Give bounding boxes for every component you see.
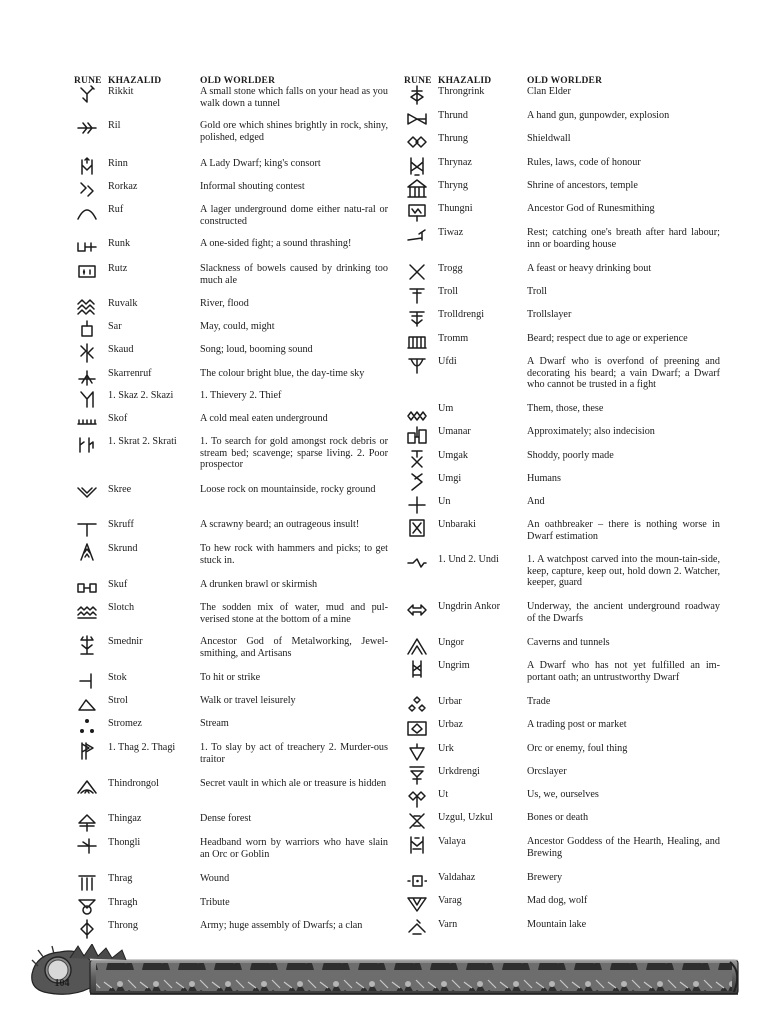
table-row — [396, 309, 720, 333]
old-worlder-meaning: A drunken brawl or skirmish — [200, 579, 318, 590]
khazalid-word: Ungrim — [438, 660, 470, 671]
old-worlder-meaning: Us, we, ourselves — [527, 789, 599, 800]
khazalid-word: 1. Skrat 2. Skrati — [108, 436, 177, 447]
column-header — [396, 70, 720, 86]
khazalid-word: Um — [438, 403, 454, 414]
table-row — [66, 742, 388, 778]
old-worlder-meaning: To hew rock with hammers and picks; to get stuck in. — [200, 543, 388, 566]
skuf-rune-icon — [66, 579, 108, 602]
trolldrengi-rune-icon — [396, 309, 438, 333]
table-row — [66, 368, 388, 390]
old-worlder-meaning: Stream — [200, 718, 229, 729]
old-worlder-meaning: Approximately; also indecision — [527, 426, 655, 437]
old-worlder-meaning: Ancestor Goddess of the Hearth, Healing, and Brewing — [527, 836, 720, 859]
khazalid-word: Uzgul, Uzkul — [438, 812, 493, 823]
table-row — [66, 344, 388, 368]
rutz-rune-icon — [66, 263, 108, 298]
old-worlder-meaning: A one-sided fight; a sound thrashing! — [200, 238, 352, 249]
unbaraki-rune-icon — [396, 519, 438, 554]
und-rune-icon — [396, 554, 438, 601]
skof-rune-icon — [66, 413, 108, 436]
ut-rune-icon — [396, 789, 438, 812]
smednir-rune-icon — [66, 636, 108, 672]
old-worlder-meaning: Brewery — [527, 872, 563, 883]
table-row — [396, 227, 720, 263]
khazalid-word: Thrynaz — [438, 157, 472, 168]
khazalid-word: Troll — [438, 286, 459, 297]
sar-rune-icon — [66, 321, 108, 344]
table-row — [66, 897, 388, 920]
table-row — [66, 718, 388, 742]
old-worlder-meaning: 1. To search for gold amongst rock debris or stream bed; scavenge; sparse living. 2. Poor prospector — [200, 436, 388, 471]
old-worlder-meaning: Secret vault in which ale or treasure is hidden — [200, 778, 387, 789]
thrung-rune-icon — [396, 133, 438, 157]
old-worlder-meaning: Headband worn by warriors who have slain an Orc or Goblin — [200, 837, 388, 860]
khazalid-word: Ut — [438, 789, 449, 800]
dragon-frieze-banner — [30, 944, 742, 1000]
left-entries — [66, 86, 388, 944]
old-worlder-meaning: A Lady Dwarf; king's consort — [200, 158, 321, 169]
table-row — [66, 519, 388, 543]
khazalid-word: Thungni — [438, 203, 473, 214]
table-row — [66, 778, 388, 813]
table-row — [396, 919, 720, 943]
old-worlder-meaning: Loose rock on mountainside, rocky ground — [200, 484, 376, 495]
slotch-rune-icon — [66, 602, 108, 636]
old-worlder-meaning: A trading post or market — [527, 719, 627, 730]
old-worlder-meaning: And — [527, 496, 545, 507]
khazalid-word: Thindrongol — [108, 778, 159, 789]
table-row — [396, 286, 720, 309]
khazalid-word: Trogg — [438, 263, 463, 274]
umanar-rune-icon — [396, 426, 438, 450]
khazalid-word: Urbaz — [438, 719, 463, 730]
ungdrin-ankor-rune-icon — [396, 601, 438, 637]
old-worlder-meaning: 1. To slay by act of treachery 2. Murder-ous traitor — [200, 742, 388, 765]
table-row — [66, 120, 388, 158]
khazalid-word: Umgi — [438, 473, 462, 484]
table-row — [396, 86, 720, 110]
khazalid-word: Throng — [108, 920, 138, 931]
urbar-rune-icon — [396, 696, 438, 719]
khazalid-word: Tiwaz — [438, 227, 464, 238]
table-row — [396, 895, 720, 919]
table-row — [396, 836, 720, 872]
table-row — [396, 496, 720, 519]
table-row — [66, 602, 388, 636]
old-worlder-meaning: A hand gun, gunpowder, explosion — [527, 110, 670, 121]
khazalid-word: 1. Und 2. Undi — [438, 554, 499, 565]
old-worlder-meaning: Wound — [200, 873, 230, 884]
troll-rune-icon — [396, 286, 438, 309]
urbaz-rune-icon — [396, 719, 438, 743]
khazalid-word: Rinn — [108, 158, 128, 169]
skarrenruf-rune-icon — [66, 368, 108, 390]
khazalid-word: Thragh — [108, 897, 138, 908]
thag-rune-icon — [66, 742, 108, 778]
old-worlder-meaning: Beard; respect due to age or experience — [527, 333, 688, 344]
thingaz-rune-icon — [66, 813, 108, 837]
table-row — [396, 519, 720, 554]
khazalid-word: 1. Skaz 2. Skazi — [108, 390, 174, 401]
table-row — [66, 413, 388, 436]
thrynaz-rune-icon — [396, 157, 438, 180]
old-worlder-meaning: A lager underground dome either natu-ral or constructed — [200, 204, 388, 227]
old-worlder-meaning: Slackness of bowels caused by drinking too much ale — [200, 263, 388, 286]
throng-rune-icon — [66, 920, 108, 944]
skruff-rune-icon — [66, 519, 108, 543]
khazalid-word: Valdahaz — [438, 872, 476, 883]
old-worlder-meaning: Mad dog, wolf — [527, 895, 588, 906]
un-rune-icon — [396, 496, 438, 519]
table-row — [66, 543, 388, 579]
table-row — [66, 390, 388, 413]
old-worlder-meaning: Walk or travel leisurely — [200, 695, 296, 706]
khazalid-word: Valaya — [438, 836, 466, 847]
khazalid-word: Throngrink — [438, 86, 485, 97]
table-row — [396, 719, 720, 743]
khazalid-word: Skuf — [108, 579, 128, 590]
old-worlder-meaning: 1. A watchpost carved into the moun-tain-side, keep, capture, keep out, hold down 2. Watcher, keeper, guard — [527, 554, 720, 589]
khazalid-word: Sar — [108, 321, 122, 332]
old-worlder-meaning: Orcslayer — [527, 766, 567, 777]
table-row — [66, 873, 388, 897]
old-worlder-meaning: A cold meal eaten underground — [200, 413, 328, 424]
old-worlder-meaning: Gold ore which shines brightly in rock, shiny, polished, edged — [200, 120, 388, 143]
khazalid-word: Ruvalk — [108, 298, 138, 309]
old-worlder-meaning: A scrawny beard; an outrageous insult! — [200, 519, 360, 530]
khazalid-word: Runk — [108, 238, 131, 249]
umgi-rune-icon — [396, 473, 438, 496]
rorkaz-rune-icon — [66, 181, 108, 204]
old-worlder-meaning: Trollslayer — [527, 309, 572, 320]
stromez-rune-icon — [66, 718, 108, 742]
skrund-rune-icon — [66, 543, 108, 579]
ril-rune-icon — [66, 120, 108, 158]
header-khazalid: KHAZALID — [108, 76, 162, 86]
table-row — [66, 920, 388, 944]
old-worlder-meaning: Song; loud, booming sound — [200, 344, 313, 355]
old-worlder-meaning: The sodden mix of water, mud and pul-verised stone at the bottom of a mine — [200, 602, 388, 625]
old-worlder-meaning: Troll — [527, 286, 548, 297]
table-row — [396, 180, 720, 203]
table-row — [396, 426, 720, 450]
khazalid-word: Thingaz — [108, 813, 142, 824]
khazalid-word: Skof — [108, 413, 128, 424]
old-worlder-meaning: A Dwarf who is overfond of preening and decorating his beard; a vain Dwarf; a Dwarf who cannot be trusted in a fight — [527, 356, 720, 391]
khazalid-word: Slotch — [108, 602, 135, 613]
header-old-worlder: OLD WORLDER — [200, 76, 276, 86]
old-worlder-meaning: Humans — [527, 473, 561, 484]
old-worlder-meaning: Informal shouting contest — [200, 181, 305, 192]
varn-rune-icon — [396, 919, 438, 943]
khazalid-word: Umanar — [438, 426, 471, 437]
khazalid-word: Urk — [438, 743, 454, 754]
table-row — [396, 637, 720, 660]
table-row — [396, 157, 720, 180]
ufdi-rune-icon — [396, 356, 438, 403]
table-row — [66, 263, 388, 298]
right-column — [396, 70, 720, 943]
ruf-rune-icon — [66, 204, 108, 238]
varag-rune-icon — [396, 895, 438, 919]
header-khazalid: KHAZALID — [438, 76, 492, 86]
table-row — [66, 672, 388, 695]
old-worlder-meaning: Tribute — [200, 897, 230, 908]
strol-rune-icon — [66, 695, 108, 718]
table-row — [396, 356, 720, 403]
valaya-rune-icon — [396, 836, 438, 872]
khazalid-word: Umgak — [438, 450, 468, 461]
khazalid-word: Unbaraki — [438, 519, 476, 530]
table-row — [396, 812, 720, 836]
trogg-rune-icon — [396, 263, 438, 286]
thongli-rune-icon — [66, 837, 108, 873]
khazalid-word: Skarrenruf — [108, 368, 152, 379]
urkdrengi-rune-icon — [396, 766, 438, 789]
khazalid-word: Thryng — [438, 180, 468, 191]
table-row — [396, 743, 720, 766]
khazalid-word: Rutz — [108, 263, 128, 274]
old-worlder-meaning: May, could, might — [200, 321, 275, 332]
khazalid-word: Trolldrengi — [438, 309, 485, 320]
table-row — [396, 872, 720, 895]
header-rune: RUNE — [404, 76, 432, 86]
old-worlder-meaning: Rules, laws, code of honour — [527, 157, 641, 168]
old-worlder-meaning: Them, those, these — [527, 403, 604, 414]
skree-rune-icon — [66, 484, 108, 519]
skaud-rune-icon — [66, 344, 108, 368]
khazalid-word: Skruff — [108, 519, 134, 530]
old-worlder-meaning: To hit or strike — [200, 672, 261, 683]
table-row — [66, 204, 388, 238]
header-rune: RUNE — [74, 76, 102, 86]
khazalid-word: Thrag — [108, 873, 133, 884]
khazalid-word: Rorkaz — [108, 181, 138, 192]
khazalid-word: Stok — [108, 672, 127, 683]
khazalid-word: 1. Thag 2. Thagi — [108, 742, 176, 753]
column-header — [66, 70, 388, 86]
valdahaz-rune-icon — [396, 872, 438, 895]
old-worlder-meaning: Ancestor God of Runesmithing — [527, 203, 655, 214]
table-row — [396, 696, 720, 719]
khazalid-word: Skree — [108, 484, 132, 495]
khazalid-word: Strol — [108, 695, 128, 706]
table-row — [66, 579, 388, 602]
table-row — [66, 298, 388, 321]
khazalid-word: Ufdi — [438, 356, 457, 367]
old-worlder-meaning: Underway, the ancient underground roadway of the Dwarfs — [527, 601, 720, 624]
khazalid-word: Rikkit — [108, 86, 134, 97]
khazalid-word: Ril — [108, 120, 121, 131]
throngrink-rune-icon — [396, 86, 438, 110]
old-worlder-meaning: Shoddy, poorly made — [527, 450, 614, 461]
old-worlder-meaning: Mountain lake — [527, 919, 587, 930]
ruvalk-rune-icon — [66, 298, 108, 321]
ungrim-rune-icon — [396, 660, 438, 696]
table-row — [396, 766, 720, 789]
thrund-rune-icon — [396, 110, 438, 133]
page-number: 104 — [54, 978, 70, 989]
khazalid-word: Skaud — [108, 344, 134, 355]
old-worlder-meaning: Bones or death — [527, 812, 589, 823]
old-worlder-meaning: The colour bright blue, the day-time sky — [200, 368, 365, 379]
table-row — [66, 636, 388, 672]
old-worlder-meaning: A feast or heavy drinking bout — [527, 263, 652, 274]
skaz-rune-icon — [66, 390, 108, 413]
khazalid-word: Thrund — [438, 110, 468, 121]
thindrongol-rune-icon — [66, 778, 108, 813]
old-worlder-meaning: Caverns and tunnels — [527, 637, 610, 648]
tiwaz-rune-icon — [396, 227, 438, 263]
khazalid-word: Un — [438, 496, 451, 507]
table-row — [396, 133, 720, 157]
table-row — [66, 238, 388, 263]
umgak-rune-icon — [396, 450, 438, 473]
uzgul-rune-icon — [396, 812, 438, 836]
rinn-rune-icon — [66, 158, 108, 181]
old-worlder-meaning: Trade — [527, 696, 551, 707]
khazalid-word: Smednir — [108, 636, 143, 647]
old-worlder-meaning: Orc or enemy, foul thing — [527, 743, 628, 754]
old-worlder-meaning: Ancestor God of Metalworking, Jewel-smithing, and Artisans — [200, 636, 388, 659]
tromm-rune-icon — [396, 333, 438, 356]
table-row — [66, 837, 388, 873]
khazalid-word: Varag — [438, 895, 462, 906]
table-row — [396, 203, 720, 227]
table-row — [396, 660, 720, 696]
old-worlder-meaning: Shieldwall — [527, 133, 571, 144]
old-worlder-meaning: A Dwarf who has not yet fulfilled an im-portant oath; an untrustworthy Dwarf — [527, 660, 720, 683]
old-worlder-meaning: Rest; catching one's breath after hard labour; inn or boarding house — [527, 227, 720, 250]
khazalid-word: Ruf — [108, 204, 124, 215]
table-row — [396, 263, 720, 286]
khazalid-word: Thongli — [108, 837, 141, 848]
table-row — [396, 554, 720, 601]
ungor-rune-icon — [396, 637, 438, 660]
table-row — [396, 403, 720, 426]
khazalid-word: Skrund — [108, 543, 138, 554]
table-row — [66, 436, 388, 484]
table-row — [66, 813, 388, 837]
skrat-rune-icon — [66, 436, 108, 484]
khazalid-word: Ungdrin Ankor — [438, 601, 500, 612]
table-row — [66, 321, 388, 344]
old-worlder-meaning: River, flood — [200, 298, 249, 309]
table-row — [66, 695, 388, 718]
thungni-rune-icon — [396, 203, 438, 227]
old-worlder-meaning: A small stone which falls on your head as you walk down a tunnel — [200, 86, 388, 109]
old-worlder-meaning: 1. Thievery 2. Thief — [200, 390, 282, 401]
rikkit-rune-icon — [66, 86, 108, 120]
table-row — [66, 181, 388, 204]
table-row — [66, 484, 388, 519]
table-row — [66, 158, 388, 181]
header-old-worlder: OLD WORLDER — [527, 76, 603, 86]
old-worlder-meaning: Army; huge assembly of Dwarfs; a clan — [200, 920, 363, 931]
thrag-rune-icon — [66, 873, 108, 897]
old-worlder-meaning: Shrine of ancestors, temple — [527, 180, 638, 191]
old-worlder-meaning: Dense forest — [200, 813, 252, 824]
khazalid-word: Varn — [438, 919, 458, 930]
right-entries — [396, 86, 720, 943]
khazalid-word: Urbar — [438, 696, 462, 707]
table-row — [396, 601, 720, 637]
old-worlder-meaning: Clan Elder — [527, 86, 571, 97]
khazalid-word: Urkdrengi — [438, 766, 480, 777]
stok-rune-icon — [66, 672, 108, 695]
table-row — [66, 86, 388, 120]
table-row — [396, 333, 720, 356]
table-row — [396, 110, 720, 133]
table-row — [396, 450, 720, 473]
thryng-rune-icon — [396, 180, 438, 203]
khazalid-word: Thrung — [438, 133, 468, 144]
khazalid-word: Tromm — [438, 333, 469, 344]
khazalid-word: Stromez — [108, 718, 142, 729]
old-worlder-meaning: An oathbreaker – there is nothing worse in Dwarf estimation — [527, 519, 720, 542]
thragh-rune-icon — [66, 897, 108, 920]
runk-rune-icon — [66, 238, 108, 263]
table-row — [396, 473, 720, 496]
left-column — [66, 70, 388, 944]
khazalid-word: Ungor — [438, 637, 465, 648]
table-row — [396, 789, 720, 812]
urk-rune-icon — [396, 743, 438, 766]
um-rune-icon — [396, 403, 438, 426]
